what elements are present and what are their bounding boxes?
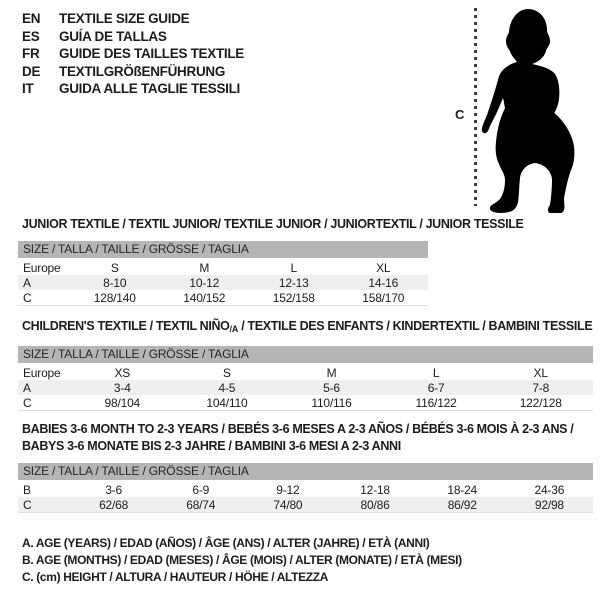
data-cell: 86/92: [419, 497, 506, 513]
babies-title-line2: BABYS 3-6 MONATE BIS 2-3 JAHRE / BAMBINI 3-6 MESI A 2-3 ANNI: [22, 438, 401, 453]
children-title-pre: CHILDREN'S TEXTILE / TEXTIL NIÑO: [22, 319, 230, 333]
height-marker-line: [474, 8, 477, 206]
data-cell: 14-16: [339, 275, 429, 290]
data-cell: 92/98: [506, 497, 593, 513]
data-cell: 140/152: [183, 290, 226, 305]
footnotes: [22, 535, 462, 585]
height-marker-label: C: [455, 107, 465, 122]
data-cell: 116/122: [415, 395, 457, 410]
data-cell: 62/68: [70, 497, 157, 513]
data-cell: 6-7: [384, 380, 489, 395]
table-row-height: [18, 290, 428, 306]
language-row-en: [22, 10, 244, 28]
data-cell: 80/86: [331, 497, 418, 513]
footnote-line-b: B. AGE (MONTHS) / EDAD (MESES) / ÂGE (MOIS) / ALTER (MONATE) / ETÀ (MESI): [22, 552, 462, 567]
size-header-label: SIZE / TALLA / TAILLE / GRÖSSE / TAGLIA: [18, 463, 593, 481]
table-row-europe: [18, 364, 593, 380]
data-cell: XS: [114, 365, 131, 380]
data-cell: 18-24: [447, 482, 478, 497]
language-label: GUÍA DE TALLAS: [59, 28, 167, 44]
row-label-cell: C: [23, 395, 32, 410]
data-cell: 8-10: [70, 275, 160, 290]
size-header-bar: [18, 346, 593, 364]
data-cell: M: [199, 260, 210, 275]
data-cell: 24-36: [534, 482, 565, 497]
row-label-cell: Europe: [23, 260, 61, 275]
table-row-europe: [18, 259, 428, 275]
data-cell: L: [290, 260, 297, 275]
language-row-fr: [22, 45, 244, 63]
size-header-label: SIZE / TALLA / TAILLE / GRÖSSE / TAGLIA: [18, 346, 593, 364]
data-cell: 3-6: [105, 482, 122, 497]
data-cell: 4-5: [175, 380, 280, 395]
row-label-cell: C: [23, 290, 32, 305]
language-header: [22, 10, 244, 98]
row-label-cell: A: [18, 275, 70, 290]
language-label: TEXTILGRÖßENFÜHRUNG: [59, 63, 226, 79]
data-cell: 10-12: [160, 275, 250, 290]
language-row-it: [22, 80, 244, 98]
children-title-post: / TEXTILE DES ENFANTS / KINDERTEXTIL / BAMBINI TESSILE: [238, 319, 593, 333]
babies-title-line1: BABIES 3-6 MONTH TO 2-3 YEARS / BEBÉS 3-6 MESES A 2-3 AÑOS / BÉBÉS 3-6 MOIS À 2-3 ANS /: [22, 422, 574, 436]
children-table-title: [22, 318, 592, 338]
data-cell: 3-4: [70, 380, 175, 395]
table-row-height: [18, 395, 593, 411]
row-label-cell: Europe: [23, 365, 61, 380]
language-code: FR: [22, 46, 40, 62]
children-title-subscript: /A: [229, 324, 239, 334]
size-header-bar: [18, 241, 428, 259]
data-cell: S: [110, 260, 119, 275]
data-cell: 6-9: [192, 482, 210, 497]
language-label: TEXTILE SIZE GUIDE: [59, 11, 190, 26]
data-cell: 74/80: [244, 497, 331, 513]
table-row-height: [18, 497, 593, 513]
language-row-de: [22, 63, 244, 81]
language-code: IT: [22, 81, 34, 97]
table-row-age: [18, 275, 428, 290]
data-cell: 9-12: [276, 482, 300, 497]
data-cell: 152/158: [272, 290, 315, 305]
data-cell: 128/140: [93, 290, 136, 305]
data-cell: M: [326, 365, 337, 380]
language-code: ES: [22, 28, 40, 44]
data-cell: 5-6: [279, 380, 384, 395]
data-cell: 98/104: [104, 395, 141, 410]
row-label-cell: B: [23, 482, 31, 497]
babies-table-title: [22, 421, 573, 454]
language-label: GUIDE DES TAILLES TEXTILE: [59, 46, 245, 62]
data-cell: 122/128: [519, 395, 562, 410]
language-code: EN: [22, 11, 41, 26]
children-size-table: [18, 346, 593, 411]
babies-size-table: [18, 463, 593, 513]
language-code: DE: [22, 63, 41, 79]
data-cell: L: [432, 365, 440, 380]
data-cell: 12-18: [360, 482, 390, 497]
data-cell: S: [222, 365, 231, 380]
footnote-line-a: A. AGE (YEARS) / EDAD (AÑOS) / ÂGE (ANS) / ALTER (JAHRE) / ETÀ (ANNI): [22, 536, 430, 550]
junior-size-table: [18, 241, 428, 306]
data-cell: XL: [533, 365, 548, 380]
row-label-cell: A: [18, 380, 70, 395]
toddler-silhouette-icon: [481, 6, 581, 218]
table-row-months: [18, 481, 593, 497]
junior-table-title: JUNIOR TEXTILE / TEXTIL JUNIOR/ TEXTILE JUNIOR / JUNIORTEXTIL / JUNIOR TESSILE: [22, 217, 524, 231]
data-cell: 158/170: [362, 290, 405, 305]
size-header-bar: [18, 463, 593, 481]
data-cell: 110/116: [311, 395, 352, 410]
row-label-cell: C: [18, 497, 70, 513]
data-cell: XL: [376, 260, 391, 275]
data-cell: 7-8: [488, 380, 593, 395]
language-row-es: [22, 28, 244, 46]
table-row-age: [18, 380, 593, 395]
data-cell: 68/74: [157, 497, 244, 513]
size-header-label: SIZE / TALLA / TAILLE / GRÖSSE / TAGLIA: [18, 241, 428, 259]
data-cell: 12-13: [249, 275, 339, 290]
footnote-line-c: C. (cm) HEIGHT / ALTURA / HAUTEUR / HÖHE / ALTEZZA: [22, 569, 329, 584]
data-cell: 104/110: [206, 395, 248, 410]
language-label: GUIDA ALLE TAGLIE TESSILI: [59, 81, 240, 97]
